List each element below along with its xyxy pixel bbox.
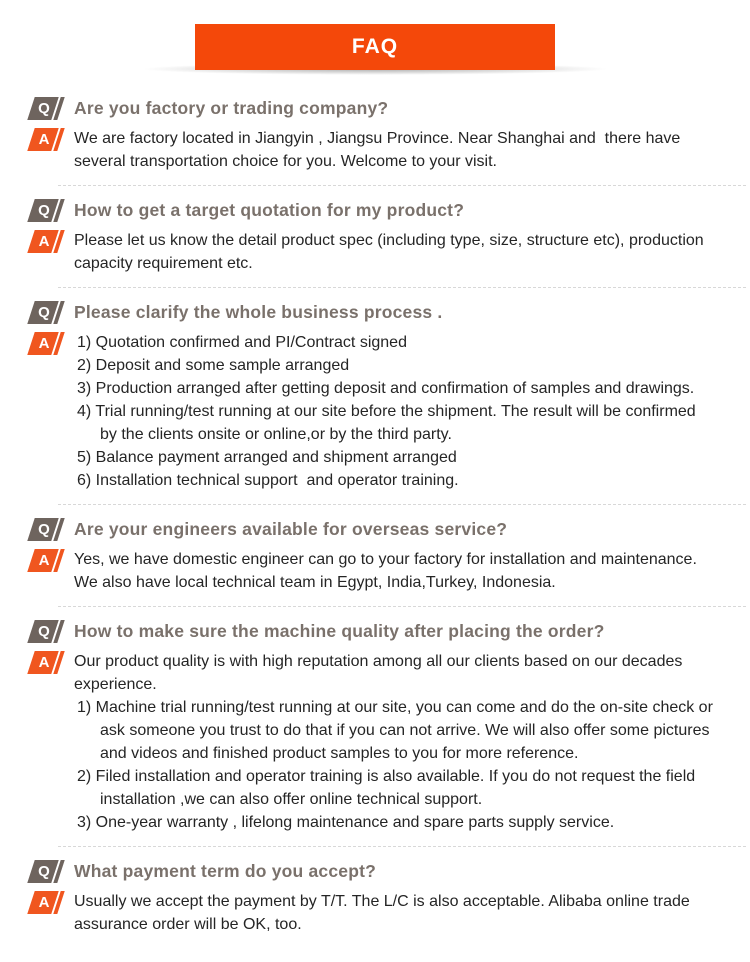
question-text: What payment term do you accept? (74, 861, 377, 881)
answer-list-item: 3) Production arranged after getting deposit and confirmation of samples and drawings. (77, 380, 695, 397)
question-text: Are your engineers available for overseas service? (74, 519, 508, 539)
a-badge-icon (27, 128, 64, 151)
answer-text (74, 331, 714, 492)
faq-list (0, 97, 750, 936)
faq-banner (195, 24, 555, 70)
a-badge-icon (27, 549, 64, 572)
section-divider (58, 287, 746, 288)
q-badge-icon (27, 860, 64, 883)
answer-text (74, 229, 714, 275)
q-badge-letter: Q (38, 202, 50, 219)
answer-list-item: 2) Deposit and some sample arranged (77, 357, 350, 374)
section-divider (58, 846, 746, 847)
question-row (0, 199, 750, 222)
section-divider (58, 504, 746, 505)
question-row (0, 860, 750, 883)
question-text: Are you factory or trading company? (74, 98, 389, 118)
answer-paragraph: Please let us know the detail product spec (including type, size, structure etc), production capacity requirement etc. (74, 232, 709, 272)
answer-row (0, 650, 750, 834)
answer-paragraph: Yes, we have domestic engineer can go to your factory for installation and maintenance. We also have local technical team in Egypt, India,Turkey, Indonesia. (74, 551, 702, 591)
answer-text (74, 127, 714, 173)
answer-row (0, 229, 750, 275)
a-badge-icon (27, 230, 64, 253)
answer-paragraph: Our product quality is with high reputation among all our clients based on our decades experience. (74, 653, 687, 693)
a-badge-letter: A (38, 131, 50, 148)
question-row (0, 301, 750, 324)
faq-section (0, 846, 750, 936)
answer-row (0, 890, 750, 936)
question-text: Please clarify the whole business process . (74, 302, 443, 322)
section-divider (58, 606, 746, 607)
answer-list-item: 2) Filed installation and operator training is also available. If you do not request the field installation ,we can also offer online technical support. (77, 768, 700, 808)
a-badge-icon (27, 891, 64, 914)
q-badge-letter: Q (38, 100, 50, 117)
faq-section (0, 185, 750, 275)
answer-list-item: 4) Trial running/test running at our site before the shipment. The result will be confirmed by the clients onsite or online,or by the third party. (77, 403, 701, 443)
q-badge-letter: Q (38, 863, 50, 880)
faq-header (0, 0, 750, 75)
a-badge-icon (27, 651, 64, 674)
answer-list-item: 1) Quotation confirmed and PI/Contract signed (77, 334, 407, 351)
faq-section (0, 504, 750, 594)
q-badge-letter: Q (38, 304, 50, 321)
answer-paragraph: We are factory located in Jiangyin , Jiangsu Province. Near Shanghai and there have several transportation choice for you. Welcome to your visit. (74, 130, 685, 170)
q-badge-icon (27, 199, 64, 222)
answer-row (0, 548, 750, 594)
section-divider (58, 185, 746, 186)
answer-list-item: 3) One-year warranty , lifelong maintenance and spare parts supply service. (77, 814, 615, 831)
answer-paragraph: Usually we accept the payment by T/T. The L/C is also acceptable. Alibaba online trade assurance order will be OK, too. (74, 893, 695, 933)
answer-text (74, 890, 714, 936)
question-row (0, 620, 750, 643)
faq-section (0, 606, 750, 834)
answer-text (74, 548, 714, 594)
q-badge-letter: Q (38, 623, 50, 640)
question-row (0, 518, 750, 541)
answer-row (0, 127, 750, 173)
a-badge-letter: A (38, 894, 50, 911)
page-title: FAQ (351, 35, 399, 58)
a-badge-letter: A (38, 552, 50, 569)
question-row (0, 97, 750, 120)
answer-text (74, 650, 718, 834)
a-badge-letter: A (38, 654, 50, 671)
answer-list-item: 6) Installation technical support and operator training. (77, 472, 459, 489)
answer-list-item: 5) Balance payment arranged and shipment arranged (77, 449, 457, 466)
q-badge-icon (27, 518, 64, 541)
faq-section (0, 287, 750, 492)
q-badge-letter: Q (38, 521, 50, 538)
a-badge-letter: A (38, 335, 50, 352)
q-badge-icon (27, 97, 64, 120)
a-badge-letter: A (38, 233, 50, 250)
q-badge-icon (27, 301, 64, 324)
a-badge-icon (27, 332, 64, 355)
question-text: How to get a target quotation for my product? (74, 200, 465, 220)
faq-section (0, 97, 750, 173)
answer-list-item: 1) Machine trial running/test running at our site, you can come and do the on-site check or ask someone you trust to do that if you can not arrive. We will also offer some pictures and videos and finished product samples to you for more reference. (77, 699, 718, 762)
answer-row (0, 331, 750, 492)
q-badge-icon (27, 620, 64, 643)
question-text: How to make sure the machine quality after placing the order? (74, 621, 605, 641)
